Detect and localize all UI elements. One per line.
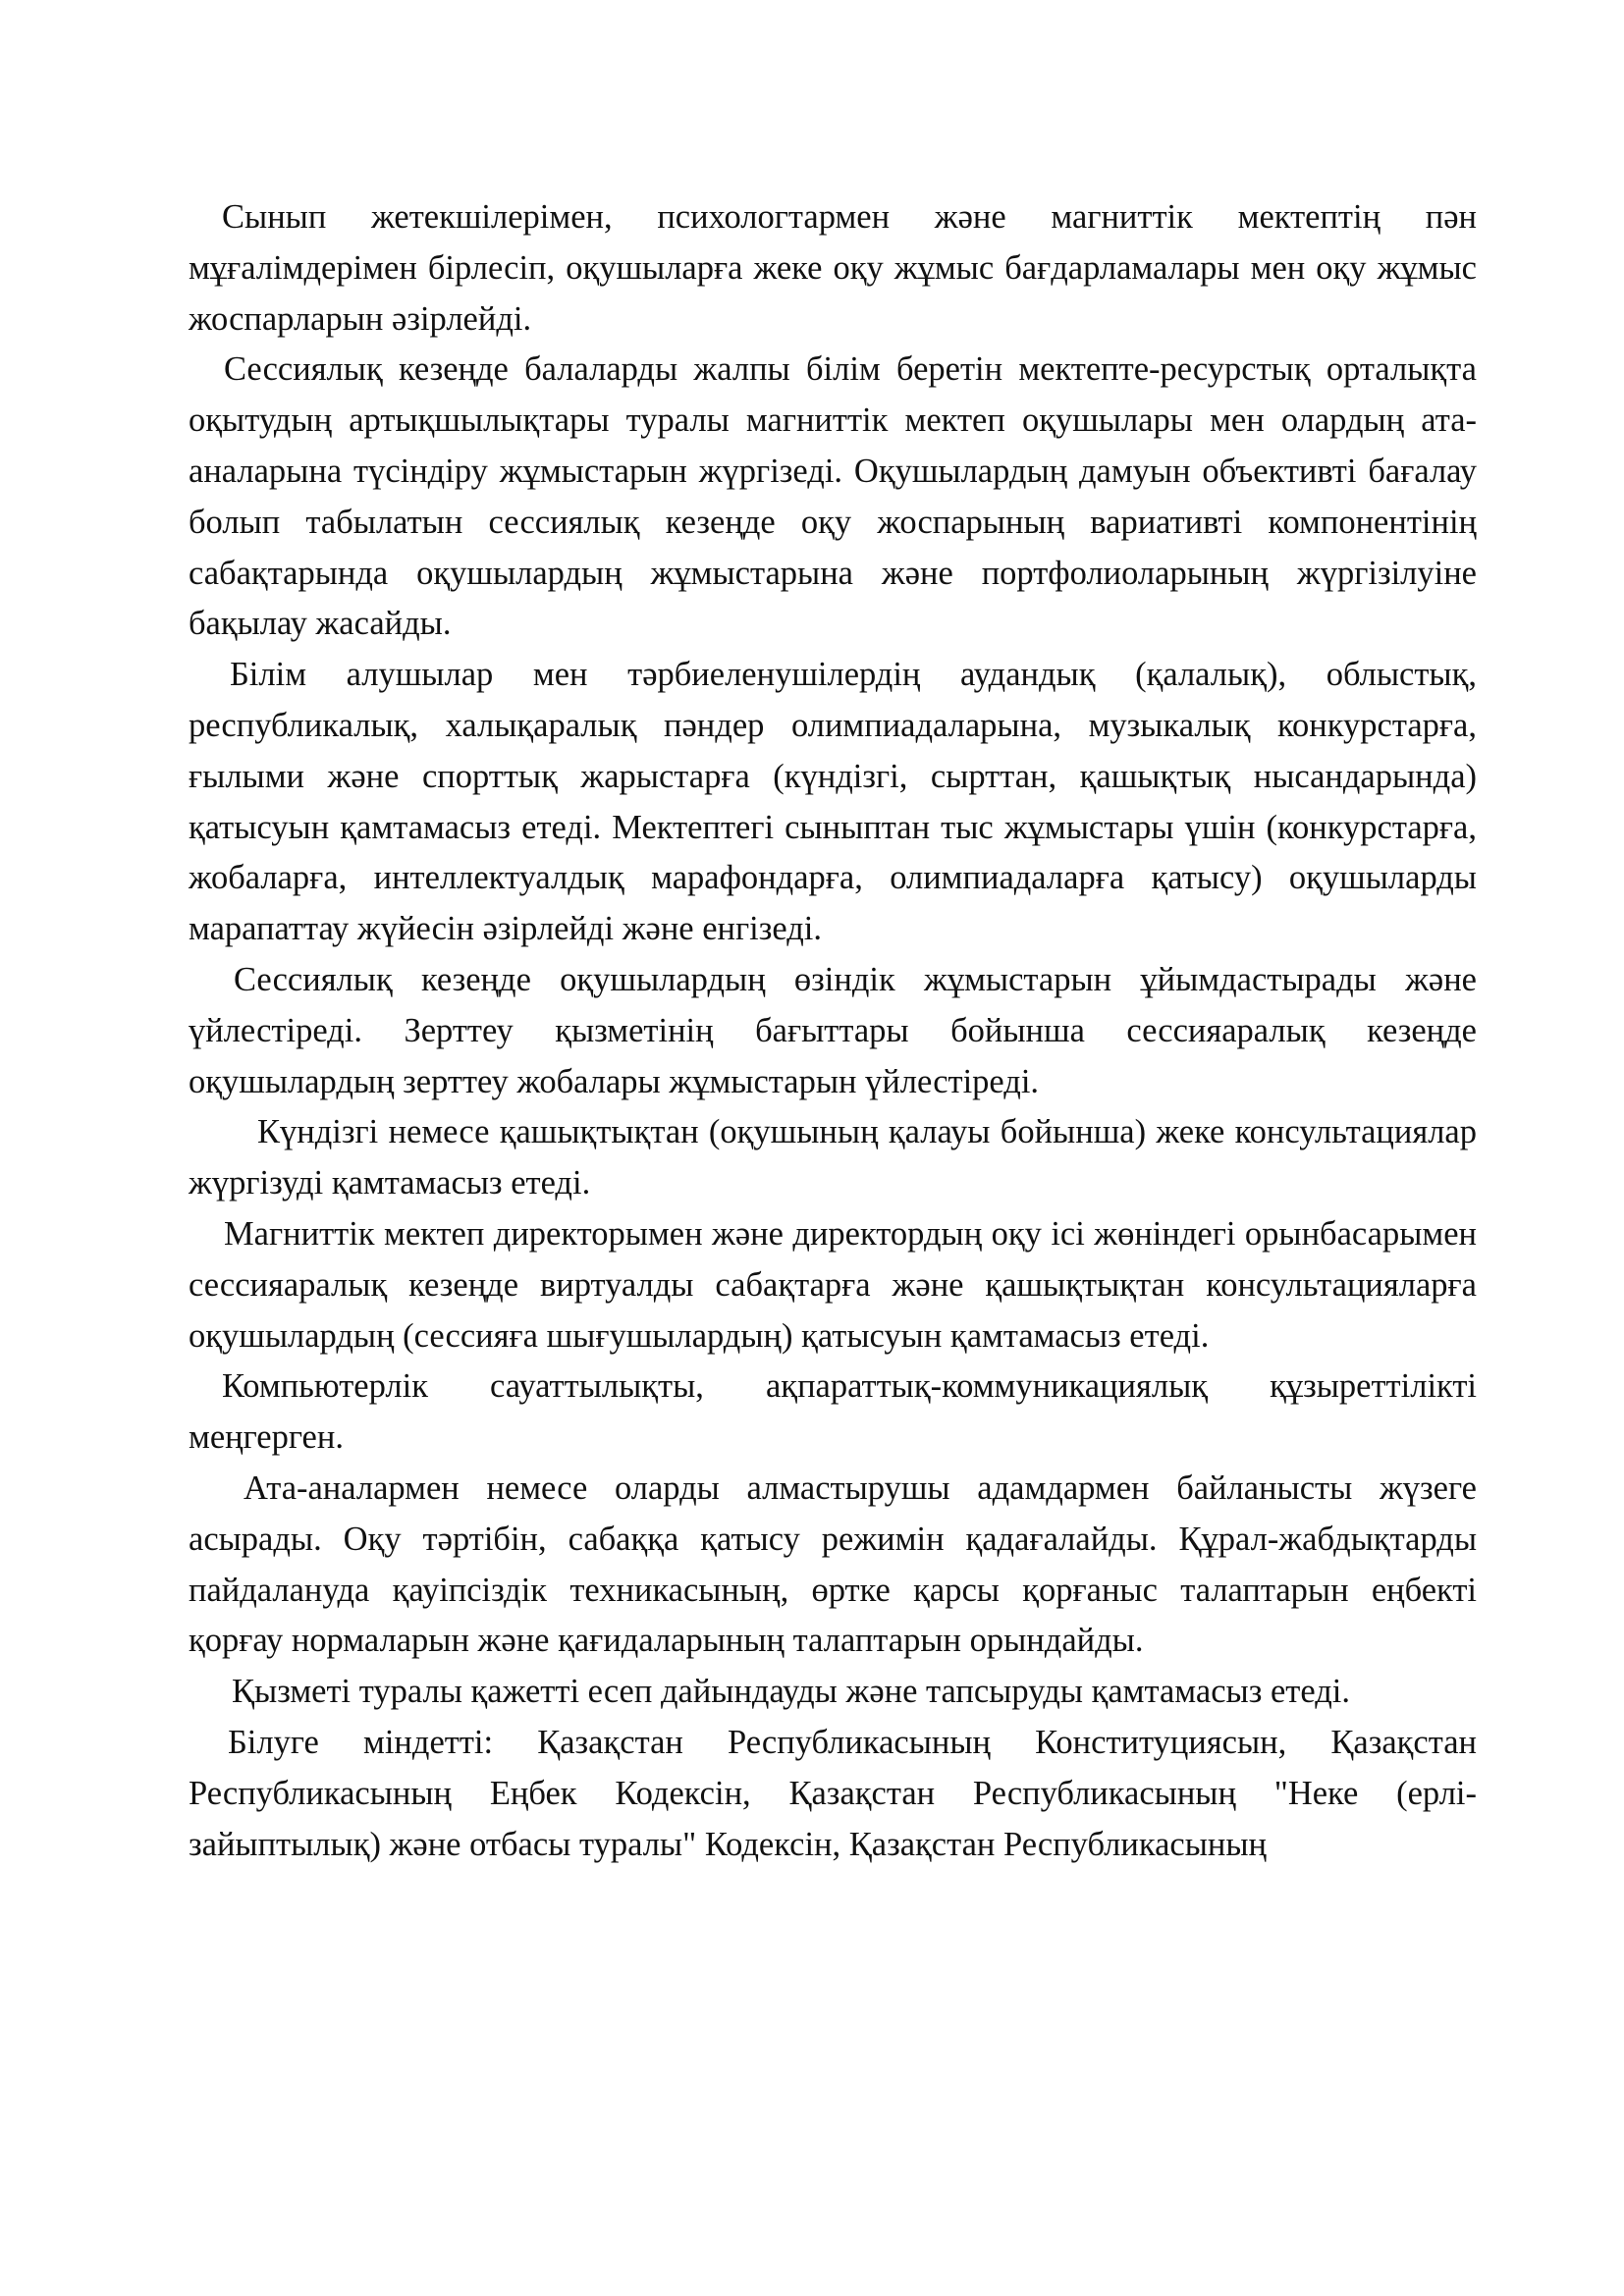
paragraph-reporting: Қызметі туралы қажетті есеп дайындауды және тапсыруды қамтамасыз етеді. bbox=[232, 1673, 1350, 1711]
paragraph-must-know: Білуге міндетті: Қазақстан Республикасының Конституциясын, Қазақстан Республикасының Еңбек Кодексін, Қазақстан Республикасының "Неке (ерлі-зайыптылық) және отбасы туралы" Кодексін, Қазақстан Республикасының bbox=[189, 1723, 1477, 1863]
paragraph-independent-work: Сессиялық кезеңде оқушылардың өзіндік жұмыстарын ұйымдастырады және үйлестіреді. Зерттеу қызметінің бағыттары бойынша сессияаралық кезеңде оқушылардың зерттеу жобалары жұмыстарын үйлестіреді. bbox=[189, 960, 1477, 1100]
paragraph-computer-literacy: Компьютерлік сауаттылықты, ақпараттық-коммуникациялық құзыреттілікті меңгерген. bbox=[189, 1367, 1477, 1457]
paragraph-olympiads-participation: Білім алушылар мен тәрбиеленушілердің аудандық (қалалық), облыстық, республикалық, халықаралық пәндер олимпиадаларына, музыкалық конкурстарға, ғылыми және спорттық жарыстарға (күндізгі, сырттан, қашықтық нысандарында) қатысуын қамтамасыз етеді. Мектептегі сыныптан тыс жұмыстары үшін (конкурстарға, жобаларға, интеллектуалдық марафондарға, олимпиадаларға қатысу) оқушыларды марапаттау жүйесін әзірлейді және енгізеді. bbox=[189, 656, 1477, 948]
paragraph-parents-communication: Ата-аналармен немесе оларды алмастырушы адамдармен байланысты жүзеге асырады. Оқу тәртібін, сабаққа қатысу режимін қадағалайды. Құрал-жабдықтарды пайдалануда қауіпсіздік техникасының, өртке қарсы қорғаныс талаптарын еңбекті қорғау нормаларын және қағидаларының талаптарын орындайды. bbox=[189, 1468, 1477, 1660]
paragraph-virtual-lessons: Магниттік мектеп директорымен және директордың оқу ісі жөніндегі орынбасарымен сессияаралық кезеңде виртуалды сабақтарға және қашықтықтан консультацияларға оқушылардың (сессияға шығушылардың) қатысуын қамтамасыз етеді. bbox=[189, 1214, 1477, 1355]
paragraph-consultations: Күндізгі немесе қашықтықтан (оқушының қалауы бойынша) жеке консультациялар жүргізуді қамтамасыз етеді. bbox=[189, 1113, 1477, 1202]
paragraph-session-period-explanation: Сессиялық кезеңде балаларды жалпы білім беретін мектепте-ресурстық орталықта оқытудың артықшылықтары туралы магниттік мектеп оқушылары мен олардың ата-аналарына түсіндіру жұмыстарын жүргізеді. Оқушылардың дамуын объективті бағалау болып табылатын сессиялық кезеңде оқу жоспарының вариативті компонентінің сабақтарында оқушылардың жұмыстарына және портфолиоларының жүргізілуіне бақылау жасайды. bbox=[189, 350, 1477, 643]
document-page bbox=[189, 192, 1477, 1870]
paragraph-joint-curriculum: Сынып жетекшілерімен, психологтармен және магниттік мектептің пән мұғалімдерімен бірлесіп, оқушыларға жеке оқу жұмыс бағдарламалары мен оқу жұмыс жоспарларын әзірлейді. bbox=[189, 198, 1477, 338]
